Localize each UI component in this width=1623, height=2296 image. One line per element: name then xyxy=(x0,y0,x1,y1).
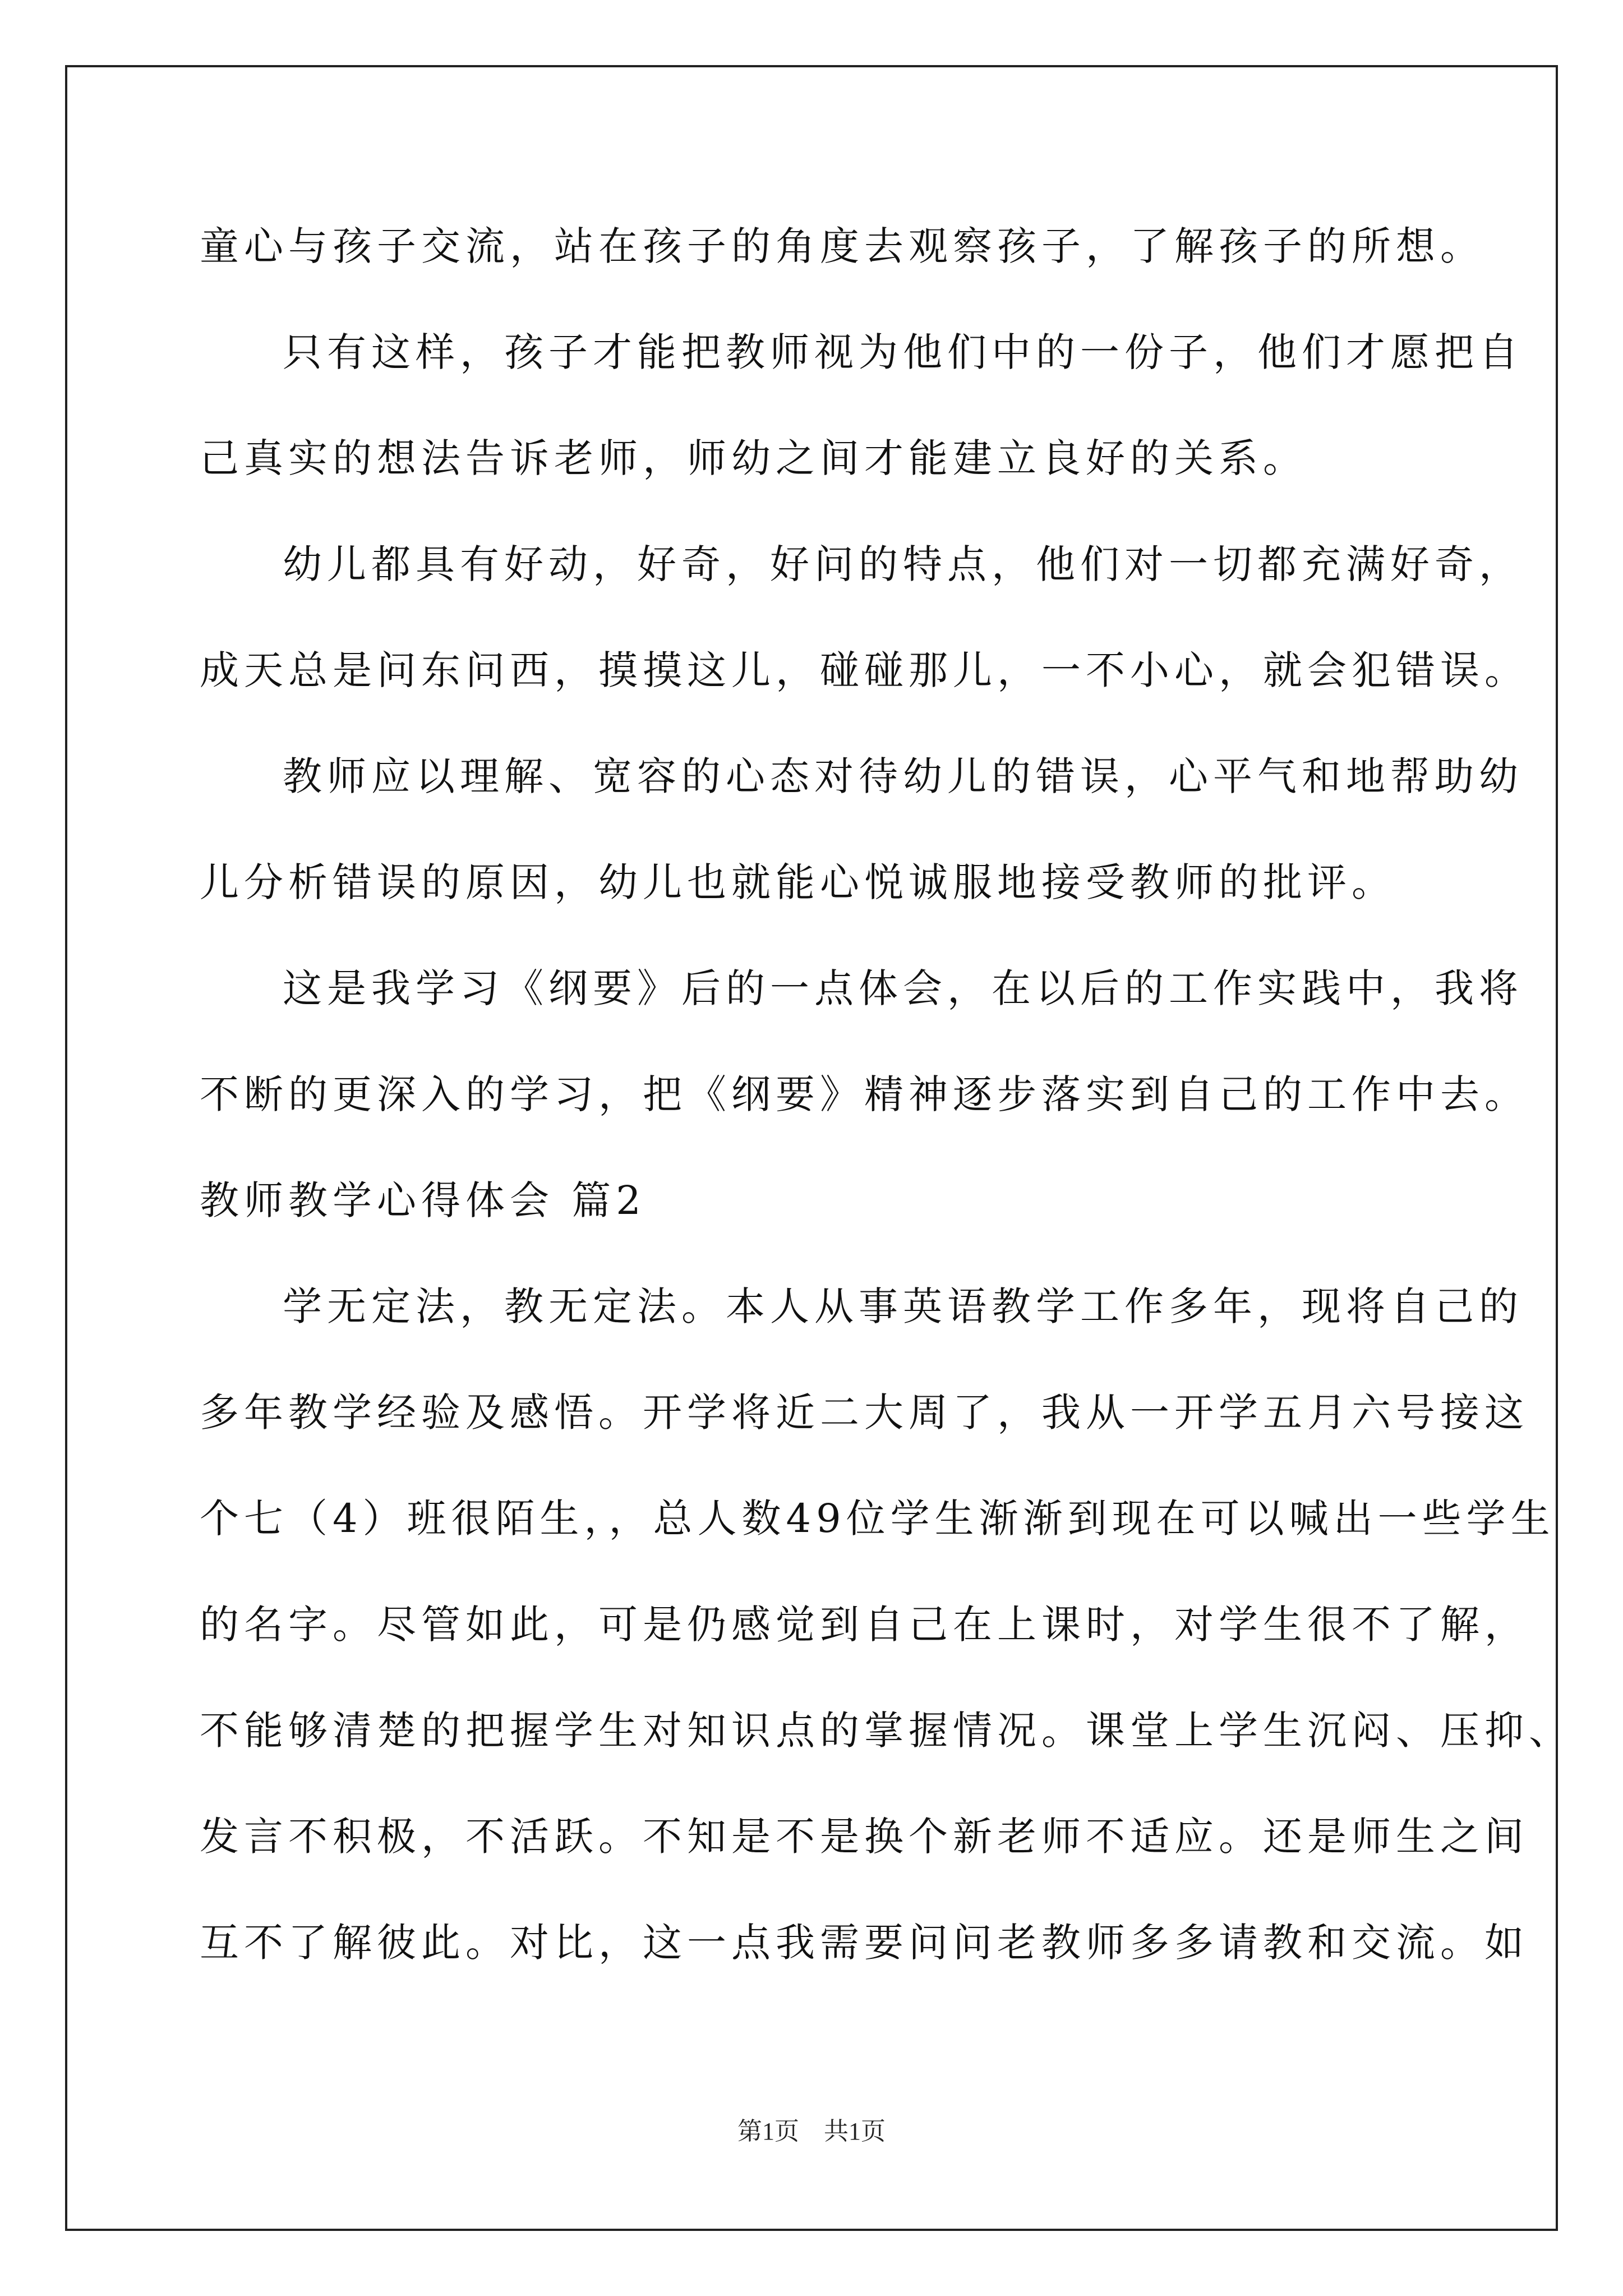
text-line-6: 教师应以理解、宽容的心态对待幼儿的错误，心平气和地帮助幼 xyxy=(283,753,1523,799)
text-line-12: 多年教学经验及感悟。开学将近二大周了，我从一开学五月六号接这 xyxy=(200,1389,1529,1435)
text-line-11: 学无定法，教无定法。本人从事英语教学工作多年，现将自己的 xyxy=(283,1283,1523,1329)
text-line-9: 不断的更深入的学习，把《纲要》精神逐步落实到自己的工作中去。 xyxy=(200,1071,1529,1117)
text-line-15: 不能够清楚的把握学生对知识点的掌握情况。课堂上学生沉闷、压抑、 xyxy=(200,1708,1573,1754)
text-line-2: 只有这样，孩子才能把教师视为他们中的一份子，他们才愿把自 xyxy=(283,329,1523,375)
text-line-4: 幼儿都具有好动，好奇，好问的特点，他们对一切都充满好奇， xyxy=(283,541,1523,587)
text-line-3: 己真实的想法告诉老师，师幼之间才能建立良好的关系。 xyxy=(200,435,1307,481)
text-line-7: 儿分析错误的原因，幼儿也就能心悦诚服地接受教师的批评。 xyxy=(200,859,1396,905)
page-number-footer: 第1页 共1页 xyxy=(737,2118,886,2145)
text-line-8: 这是我学习《纲要》后的一点体会，在以后的工作实践中，我将 xyxy=(283,965,1523,1011)
text-line-17: 互不了解彼此。对比，这一点我需要问问老教师多多请教和交流。如 xyxy=(200,1920,1529,1966)
document-body xyxy=(200,194,1573,1996)
text-line-14: 的名字。尽管如此，可是仍感觉到自己在上课时，对学生很不了解， xyxy=(200,1602,1529,1648)
section-heading: 教师教学心得体会 篇2 xyxy=(200,1177,646,1223)
text-line-13: 个七（4）班很陌生，，总人数49位学生渐渐到现在可以喊出一些学生 xyxy=(200,1496,1555,1542)
text-line-16: 发言不积极，不活跃。不知是不是换个新老师不适应。还是师生之间 xyxy=(200,1814,1529,1860)
text-line-5: 成天总是问东问西，摸摸这儿，碰碰那儿，一不小心，就会犯错误。 xyxy=(200,647,1529,693)
text-line-1: 童心与孩子交流，站在孩子的角度去观察孩子，了解孩子的所想。 xyxy=(200,223,1484,269)
